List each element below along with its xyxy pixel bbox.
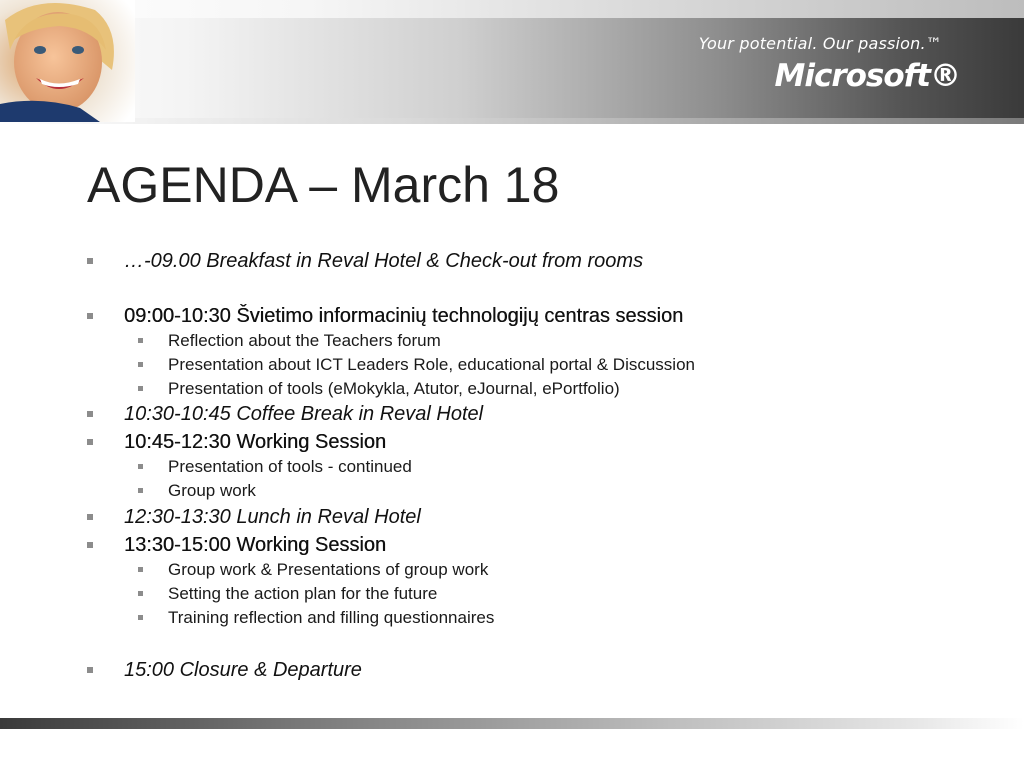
bullet-icon bbox=[138, 362, 143, 367]
agenda-item-text: …-09.00 Breakfast in Reval Hotel & Check-out from rooms bbox=[124, 250, 644, 272]
agenda-item-text: 10:30-10:45 Coffee Break in Reval Hotel bbox=[124, 403, 484, 425]
agenda-item-coffee-break bbox=[124, 403, 483, 426]
bullet-icon bbox=[87, 667, 93, 673]
tagline: Your potential. Our passion.™ bbox=[698, 34, 942, 53]
agenda-subitem bbox=[168, 560, 488, 580]
agenda-item-working-session-2 bbox=[124, 534, 386, 557]
agenda-item-text: 10:45-12:30 Working Session bbox=[124, 431, 387, 453]
bullet-icon bbox=[87, 542, 93, 548]
agenda-subitem bbox=[168, 481, 256, 501]
agenda-subitem bbox=[168, 608, 494, 628]
agenda-subitem-text: Presentation about ICT Leaders Role, educational portal & Discussion bbox=[168, 355, 695, 374]
slide-title: AGENDA – March 18 bbox=[87, 157, 560, 213]
agenda-item-closure bbox=[124, 659, 362, 682]
agenda-item-working-session-1 bbox=[124, 431, 386, 454]
microsoft-logo: Microsoft® bbox=[774, 58, 960, 94]
agenda-subitem-text: Reflection about the Teachers forum bbox=[168, 331, 441, 350]
agenda-item-text: 09:00-10:30 Švietimo informacinių technologijų centras session bbox=[124, 305, 684, 327]
bullet-icon bbox=[138, 567, 143, 572]
agenda-subitem-text: Setting the action plan for the future bbox=[168, 584, 438, 603]
bullet-icon bbox=[138, 591, 143, 596]
bullet-icon bbox=[87, 514, 93, 520]
agenda-item-text: 12:30-13:30 Lunch in Reval Hotel bbox=[124, 506, 421, 528]
agenda-subitem bbox=[168, 331, 441, 351]
bullet-icon bbox=[87, 258, 93, 264]
agenda-item-text: 15:00 Closure & Departure bbox=[124, 659, 362, 681]
bullet-icon bbox=[138, 464, 143, 469]
footer-bar bbox=[0, 718, 1024, 729]
agenda-item-breakfast bbox=[124, 250, 643, 273]
agenda-subitem bbox=[168, 584, 437, 604]
bullet-icon bbox=[138, 615, 143, 620]
agenda-subitem-text: Group work bbox=[168, 481, 256, 500]
agenda-subitem-text: Presentation of tools (eMokykla, Atutor, eJournal, ePortfolio) bbox=[168, 379, 620, 398]
agenda-subitem bbox=[168, 379, 620, 399]
agenda-item-text: 13:30-15:00 Working Session bbox=[124, 534, 387, 556]
bullet-icon bbox=[87, 313, 93, 319]
agenda-subitem bbox=[168, 457, 412, 477]
bullet-icon bbox=[138, 488, 143, 493]
bullet-icon bbox=[138, 338, 143, 343]
agenda-item-lunch bbox=[124, 506, 421, 529]
agenda-subitem-text: Presentation of tools - continued bbox=[168, 457, 412, 476]
bullet-icon bbox=[138, 386, 143, 391]
agenda-subitem-text: Training reflection and filling questionnaires bbox=[168, 608, 495, 627]
agenda-item-session-1 bbox=[124, 305, 683, 328]
bullet-icon bbox=[87, 411, 93, 417]
bullet-icon bbox=[87, 439, 93, 445]
agenda-subitem-text: Group work & Presentations of group work bbox=[168, 560, 489, 579]
agenda-subitem bbox=[168, 355, 695, 375]
